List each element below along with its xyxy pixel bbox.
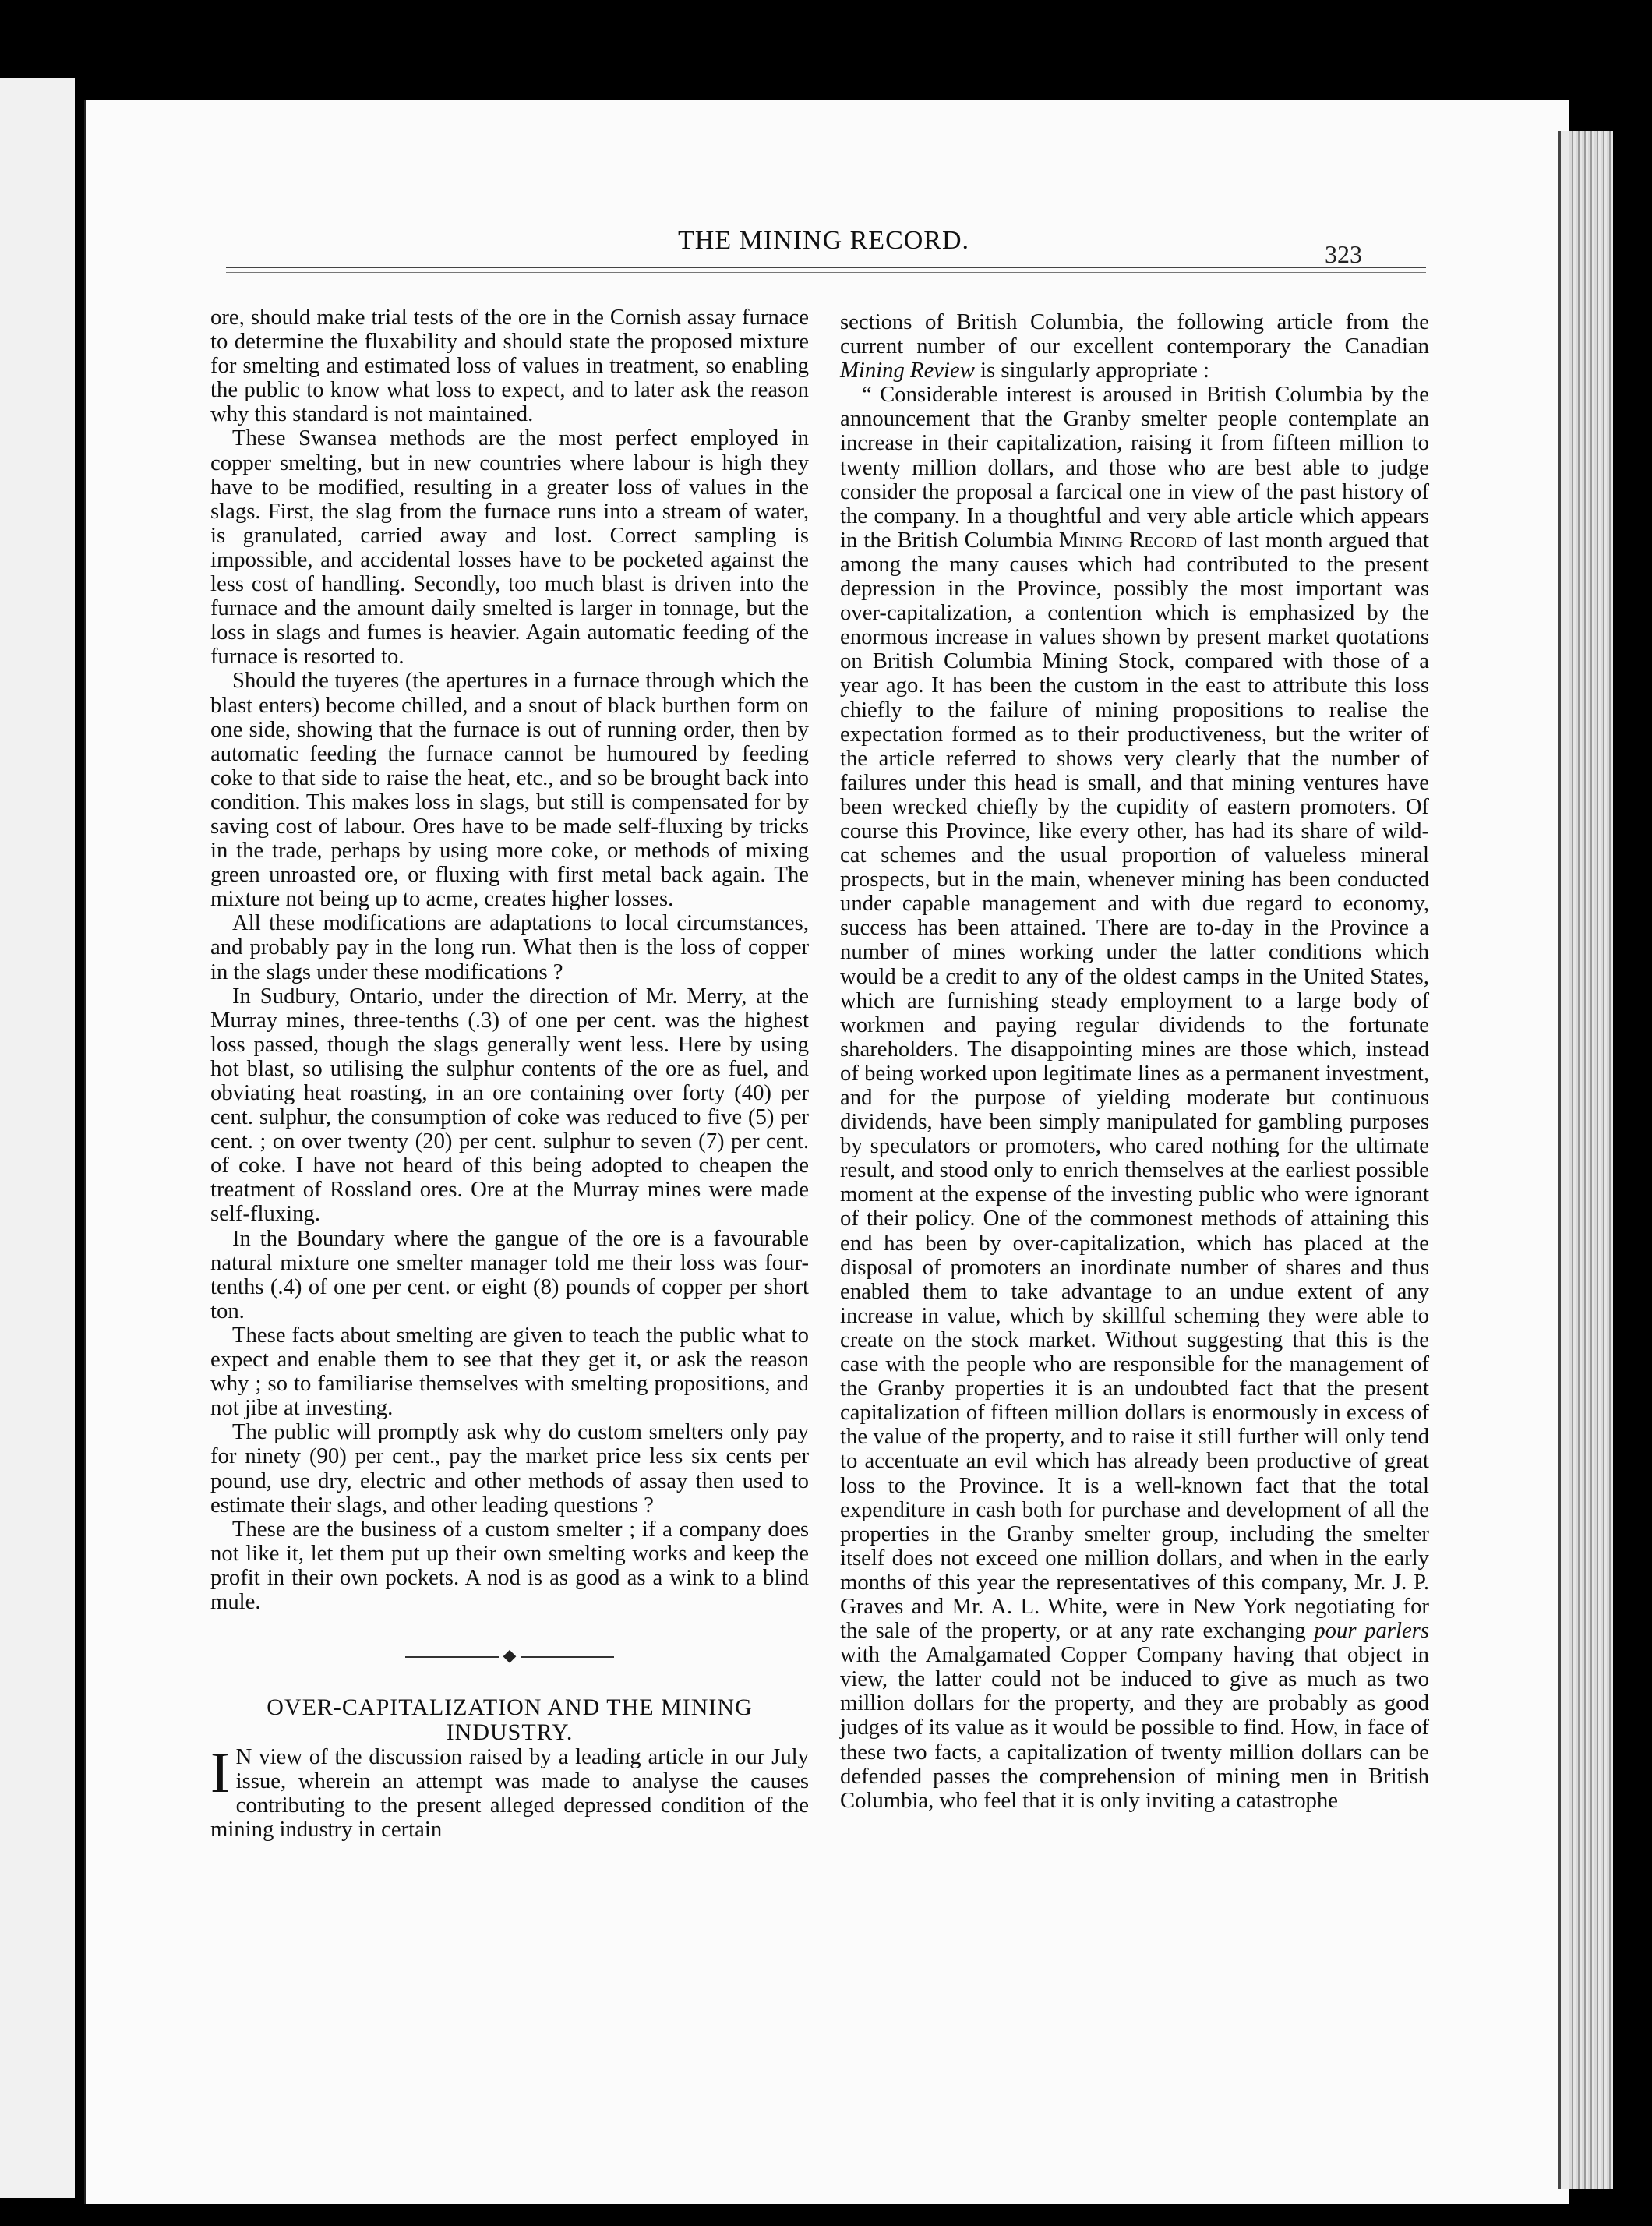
left-column xyxy=(210,306,809,1842)
paragraph: The public will promptly ask why do custom smelters only pay for ninety (90) per cent., pay the market price less six cents per pound, use dry, electric and other methods of assay then used to estimate their slags, and other leading questions ? xyxy=(210,1419,809,1518)
paragraph: In the Boundary where the gangue of the ore is a favourable natural mixture one smelter manager told me their loss was four-tenths (.4) of one per cent. or eight (8) pounds of copper per short ton. xyxy=(210,1225,809,1323)
page-number: 323 xyxy=(1325,240,1362,268)
adjacent-page-edge xyxy=(0,78,75,2198)
paragraph: Should the tuyeres (the apertures in a furnace through which the blast enters) become chilled, and a snout of black burthen form on one side, showing that the furnace is out of running order, then by automatic feeding the furnace cannot be humoured by feeding coke to that side to raise the heat, etc., and so be brought back into condition. This makes loss in slags, but still is compensated for by saving cost of labour. Ores have to be made self-fluxing by tricks in the trade, perhaps by using more coke, or methods of mixing green unroasted ore, or fluxing with first metal back again. The mixture not being up to acme, creates higher losses. xyxy=(210,668,809,912)
article-title: OVER-CAPITALIZATION AND THE MINING INDUSTRY. xyxy=(267,1694,753,1746)
italic-title: Mining Review xyxy=(840,358,975,383)
paragraph: These Swansea methods are the most perfect employed in copper smelting, but in new countries where labour is high they have to be modified, resulting in a greater loss of values in the slags. First, the slag from the furnace runs into a stream of water, is granulated, carried away and lost. Correct sampling is impossible, and accidental losses have to be pocketed against the less cost of handling. Secondly, too much blast is driven into the furnace and the amount daily smelted is larger in tonnage, but the loss in slags and fumes is heavier. Again automatic feeding of the furnace is resorted to. xyxy=(210,426,809,670)
running-head: THE MINING RECORD. xyxy=(678,226,970,255)
paragraph: All these modifications are adaptations to local circumstances, and probably pay in the long run. What then is the loss of copper in the slags under these modifications ? xyxy=(210,910,809,984)
paragraph xyxy=(840,310,1429,383)
right-column xyxy=(840,310,1429,1813)
quoted-article xyxy=(840,383,1429,1813)
paragraph: In Sudbury, Ontario, under the direction of Mr. Merry, at the Murray mines, three-tenths (.3) of one per cent. was the highest loss passed, though the slags generally went less. Here by using hot blast, so utilising the sulphur contents of the ore as fuel, and obviating heat roasting, in an ore containing over forty (40) per cent. sulphur, the consumption of coke was reduced to five (5) per cent. ; on over twenty (20) per cent. sulphur to seven (7) per cent. of coke. I have not heard of this being adopted to cheapen the treatment of Rossland ores. Ore at the Murray mines were made self-fluxing. xyxy=(210,983,809,1227)
paragraph: These facts about smelting are given to teach the public what to expect and enable them to see that they get it, or ask the reason why ; so to familiarise themselves with smelting propositions, and not jibe at investing. xyxy=(210,1322,809,1421)
paragraph: These are the business of a custom smelter ; if a company does not like it, let them put up their own smelting works and keep the profit in their own pockets. A nod is as good as a wink to a blind mule. xyxy=(210,1516,809,1614)
divider-diamond-icon: ◆ xyxy=(503,1645,517,1666)
section-divider xyxy=(393,1647,627,1664)
text-run: of last month argued that among the many causes which had contributed to the present depression in the Province, possibly the most important was over-capitalization, a contention which is emphasized by the enormous increase in values shown by present market quotations on British Columbia Mining Stock, compared with those of a year ago. It has been the custom in the east to attribute this loss chiefly to the failure of mining propositions to realise the expectation formed as to their productiveness, but the writer of the article referred to shows very clearly that the number of failures under this head is small, and that mining ventures have been wrecked chiefly by the cupidity of eastern promoters. Of course this Province, like every other, has had its share of wild-cat schemes and the usual proportion of valueless mineral prospects, but in the main, whenever mining has been conducted under capable management and with due regard to economy, success has been attained. There are to-day in the Province a number of mines working under the latter conditions which would be a credit to any of the oldest camps in the United States, which are furnishing steady employment to a large body of workmen and paying regular dividends to the fortunate shareholders. The disappointing mines are those which, instead of being worked upon legitimate lines as a permanent investment, and for the purpose of yielding moderate but continuous dividends, have been simply manipulated for gambling purposes by speculators or promoters, who cared nothing for the ultimate result, and stood only to enrich themselves at the earliest possible moment at the expense of the investing public who were ignorant of their policy. One of the commonest methods of attaining this end has been by over-capitalization, which has placed at the disposal of promoters an inordinate number of shares and thus enabled them to take advantage to an undue extent of any increase in value, which by skillful scheming they were able to create on the stock market. Without suggesting that this is the case with the people who are responsible for the management of the Granby properties it is an undoubted fact that the present capitalization of fifteen million dollars is enormously in excess of the value of the property, and to raise it still further will only tend to accentuate an evil which has already been productive of great loss to the Province. It is a well-known fact that the total expenditure in cash both for purchase and development of all the properties in the Granby smelter group, including the smelter itself does not exceed one million dollars, and when in the early months of this year the representatives of this company, Mr. J. P. Graves and Mr. A. L. White, were in New York negotiating for the sale of the property, or at any rate exchanging xyxy=(840,527,1430,1644)
text-run: with the Amalgamated Copper Company having that object in view, the latter could not be induced to give as much as two million dollars for the property, and they are probably as good judges of its value as it would be possible to find. How, in face of these two facts, a capitalization of twenty million dollars can be defended passes the comprehension of mining men in British Columbia, who feel that it is only inviting a catastrophe xyxy=(840,1642,1429,1813)
header-rule xyxy=(226,267,1426,273)
small-caps-title: Mining Record xyxy=(1058,527,1198,553)
italic-phrase: pour parlers xyxy=(1314,1618,1430,1644)
intro-text: N view of the discussion raised by a leading article in our July issue, wherein an attempt was made to analyse the causes contributing to the present alleged depressed condition of the mining industry in certain xyxy=(210,1744,809,1843)
text-run: is singularly appropriate : xyxy=(974,358,1210,383)
text-run: “ Considerable interest is aroused in British Columbia by the announcement that the Granby smelter people contemplate an increase in their capitalization, raising it from fifteen million to twenty million dollars, and those who are best able to judge consider the proposal a farcical one in view of the past history of the company. In a thoughtful and very able article which appears in the British Columbia xyxy=(840,382,1429,553)
text-run: sections of British Columbia, the following article from the current number of our excellent contemporary the Canadian xyxy=(840,309,1429,359)
article-intro xyxy=(210,1741,809,1843)
page-edge-stack xyxy=(1569,131,1613,2189)
drop-cap: I xyxy=(210,1741,230,1806)
paragraph: ore, should make trial tests of the ore in the Cornish assay furnace to determine the fluxability and should state the proposed mixture for smelting and estimated loss of values in treatment, so enabling the public to know what loss to expect, and to later ask the reason why this standard is not maintained. xyxy=(210,305,809,427)
